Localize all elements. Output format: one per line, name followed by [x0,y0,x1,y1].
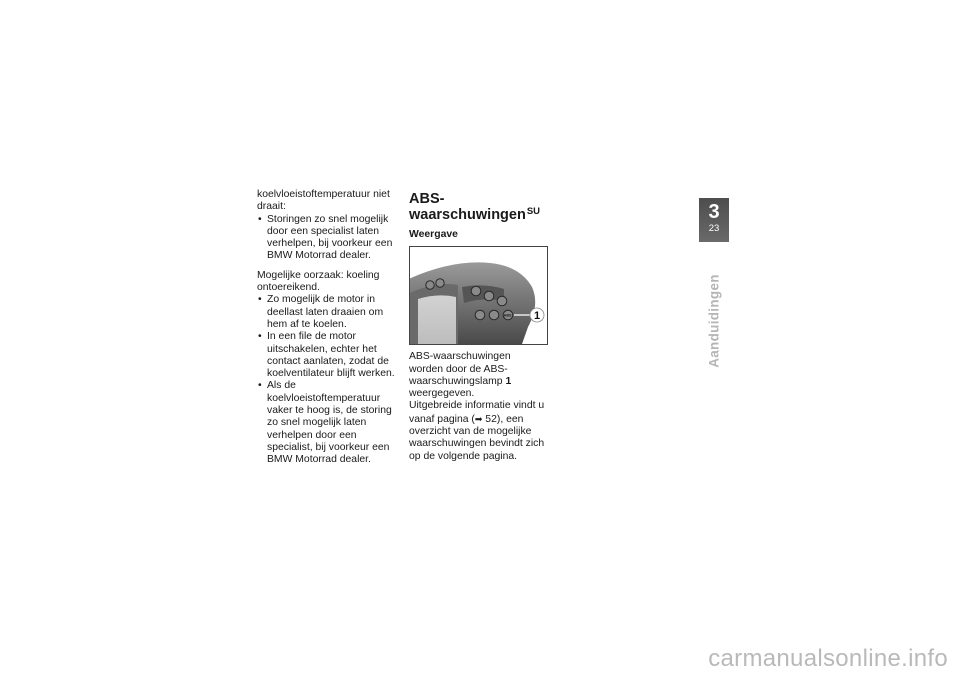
page-reference-arrow-icon: ➡ [474,413,483,424]
paragraph-2-text: Uitgebreide informatie vindt u vanaf pagina ( [409,400,545,425]
section-title [409,191,546,223]
instrument-cluster-figure [409,246,548,345]
cause-text: Mogelijke oorzaak: koeling ontoereikend. [257,269,380,294]
chapter-label: Aanduidingen [706,274,722,368]
chapter-number: 3 [708,201,720,223]
left-column [257,189,399,467]
list-item: • In een file de motor uitschakelen, echter het contact aanlaten, zodat de koelventilateur blijft werken. [257,331,399,380]
section-title-superscript: SU [526,206,541,217]
page-reference[interactable]: 52 [482,413,497,425]
list-item: • Als de koelvloeistoftemperatuur vaker te hoog is, de storing zo snel mogelijk laten verhelpen door een specialist, bij voorkeur een BMW Motorrad dealer. [257,380,399,466]
paragraph-1 [409,351,546,400]
instrument-cluster-illustration [410,247,547,344]
page-number: 23 [708,223,720,234]
list-item: • Storingen zo snel mogelijk door een specialist laten verhelpen, bij voorkeur een BMW Motorrad dealer. [257,214,399,263]
watermark: carmanualsonline.info [708,645,948,672]
paragraph-1-text: ABS-waarschuwingen worden door de ABS-waarschuwingslamp [409,351,511,387]
right-column [409,191,546,463]
abs-lamp-label: ABS [503,313,512,318]
figure-callout: 1 [533,310,541,323]
chapter-tab [699,198,729,242]
section-title-text: ABS-waarschuwingen [409,191,526,223]
bullet-list-1 [257,214,399,263]
bullet-list-2 [257,294,399,466]
paragraph-2-text-end: ), een overzicht van de mogelijke waarschuwingen bevindt zich op de volgende pagina. [409,413,545,462]
intro-text: koelvloeistoftemperatuur niet draait: [257,189,390,213]
list-item: • Zo mogelijk de motor in deellast laten draaien om hem af te koelen. [257,294,399,331]
paragraph-2 [409,400,546,462]
subheading: Weergave [409,229,458,240]
lamp-reference: 1 [505,375,512,387]
paragraph-1-text-end: weergegeven. [409,388,475,400]
